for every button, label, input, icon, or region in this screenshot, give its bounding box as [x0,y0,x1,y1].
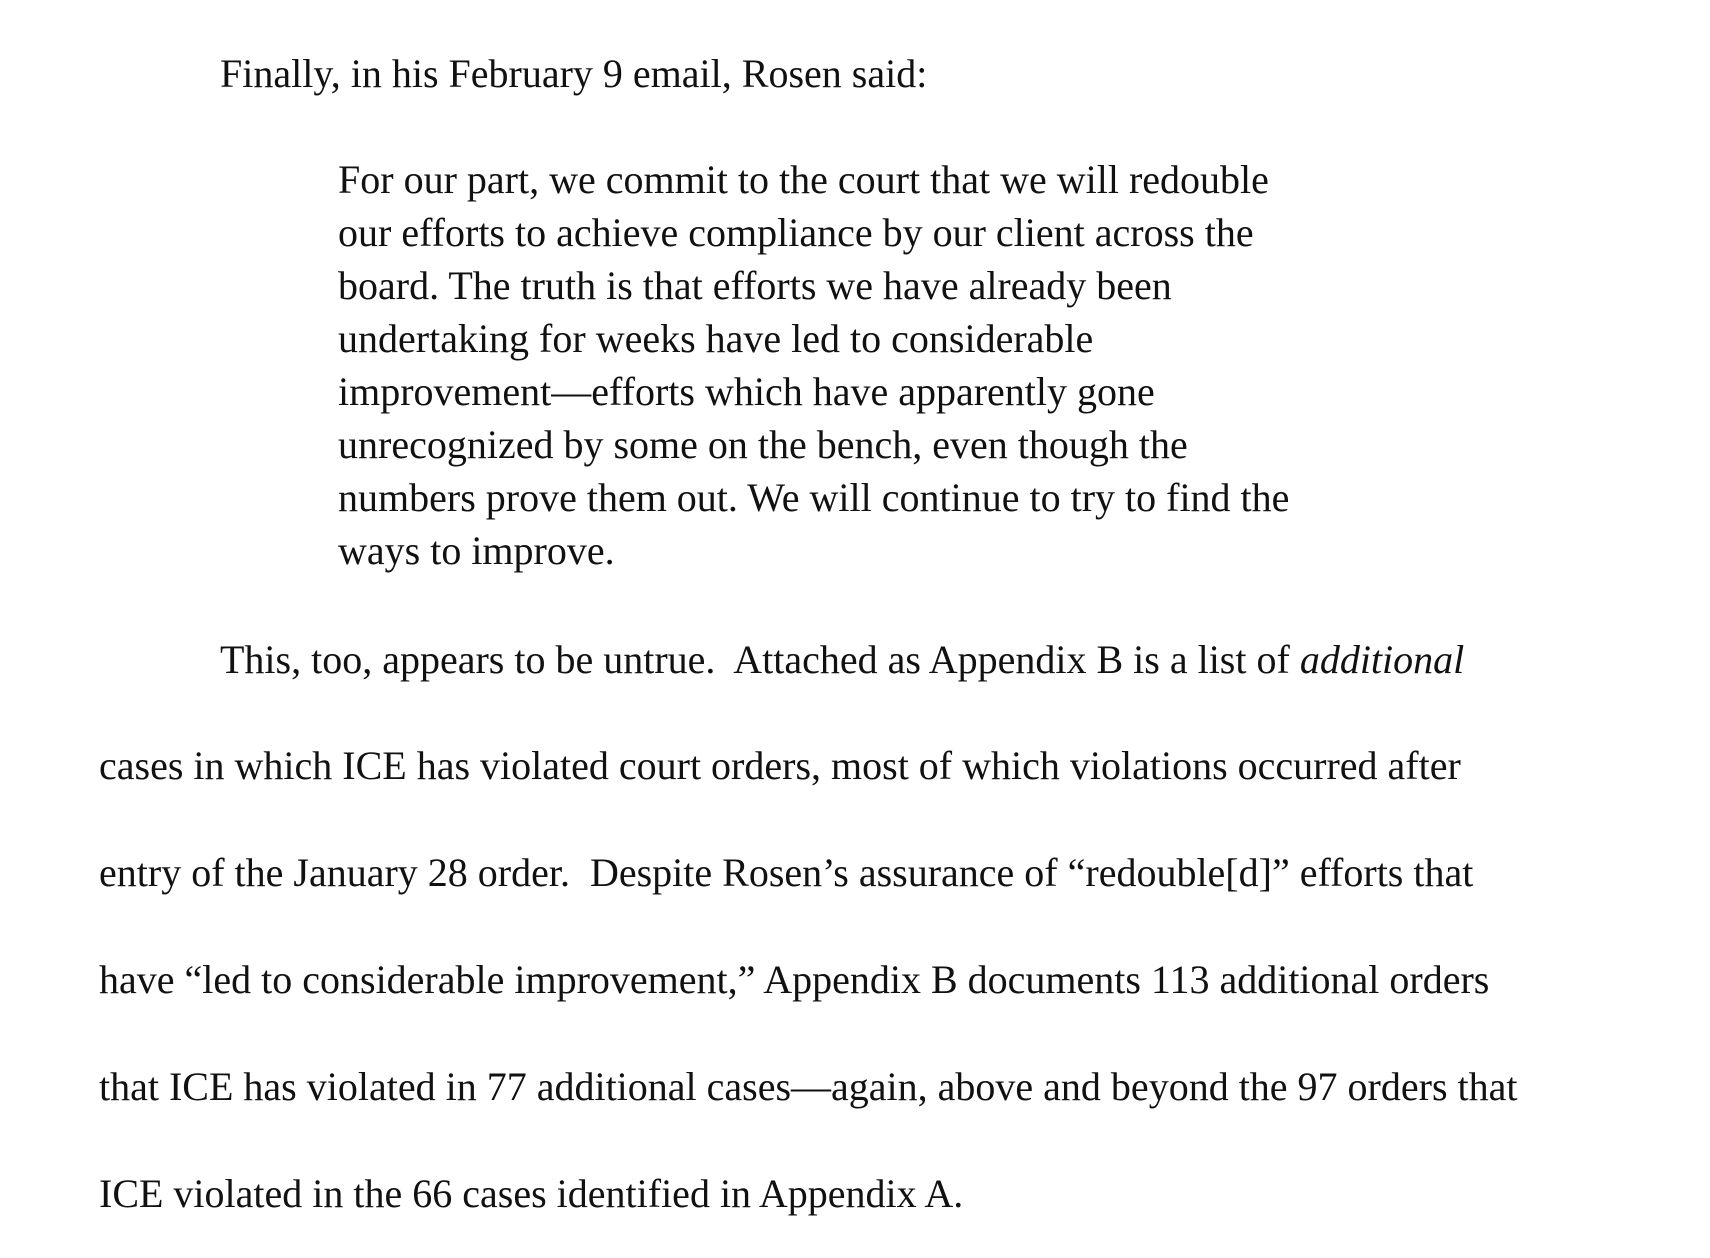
quote-line: ways to improve. [338,528,615,573]
paragraph-line [220,636,1464,684]
quote-line: improvement—efforts which have apparently gone [338,369,1155,414]
intro-text: Finally, in his February 9 email, Rosen said: [220,51,928,96]
intro-paragraph [220,50,927,98]
emphasized-text: additional [1299,637,1465,682]
paragraph-line: have “led to considerable improvement,” Appendix B documents 113 additional orders [99,957,1490,1002]
quote-line: unrecognized by some on the bench, even though the [338,422,1188,467]
paragraph-line: entry of the January 28 order. Despite Rosen’s assurance of “redouble[d]” efforts that [99,850,1474,895]
quote-line: our efforts to achieve compliance by our client across the [338,210,1254,255]
paragraph-text: This, too, appears to be untrue. Attached as Appendix B is a list of [220,637,1300,682]
paragraph-line: cases in which ICE has violated court orders, most of which violations occurred after [99,743,1461,788]
paragraph-line: that ICE has violated in 77 additional cases—again, above and beyond the 97 orders that [99,1064,1518,1109]
paragraph-line: ICE violated in the 66 cases identified in Appendix A. [99,1171,964,1216]
quote-line: undertaking for weeks have led to considerable [338,316,1094,361]
quote-line: board. The truth is that efforts we have already been [338,263,1172,308]
quote-line: numbers prove them out. We will continue to try to find the [338,475,1290,520]
quote-line: For our part, we commit to the court that we will redouble [338,157,1269,202]
